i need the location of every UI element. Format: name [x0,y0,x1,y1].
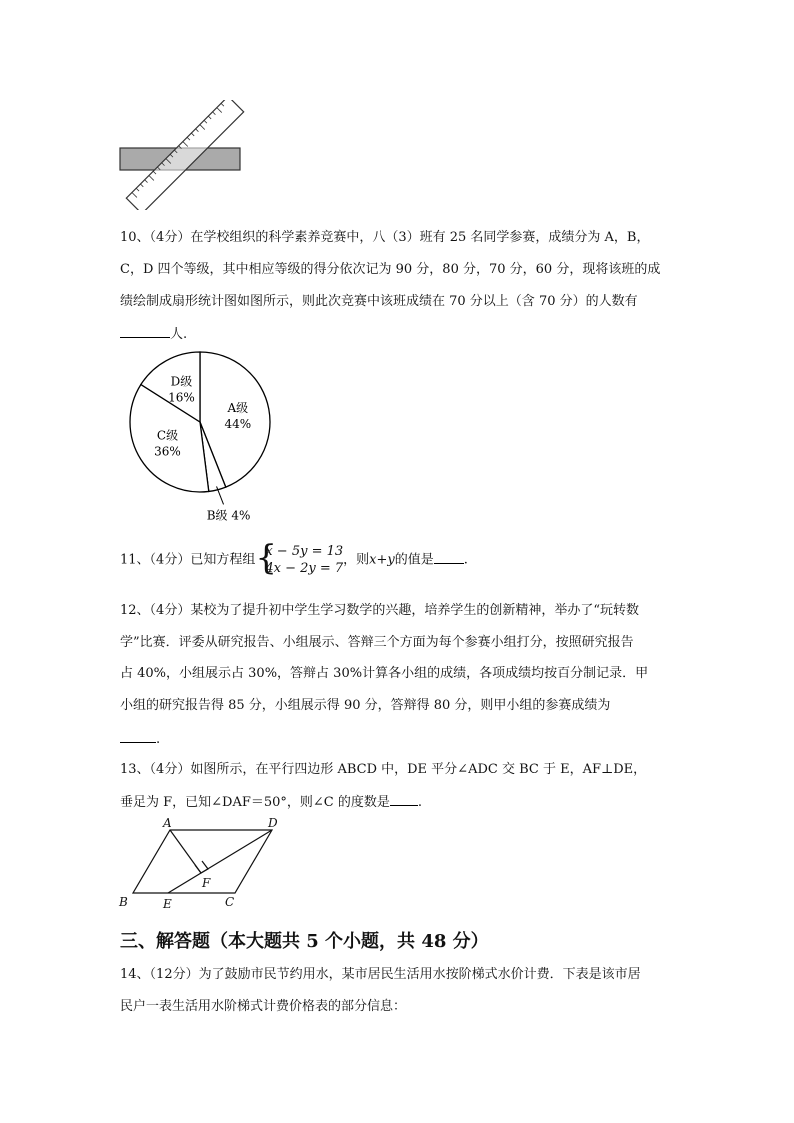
equation-system [255,538,344,578]
q12-line-1: 12、（4分）某校为了提升初中学生学习数学的兴趣，培养学生的创新精神，举办了“玩转数 [120,603,639,618]
q13-line-2 [120,793,422,810]
label-a: A [163,816,172,830]
equation-1: x − 5y = 13 [265,544,344,559]
answer-blank [390,793,418,806]
q11-suffix: 的值是 [394,552,434,568]
equation-2: 4x − 2y = 7 [265,561,344,576]
q10-line-1: 10、（4分）在学校组织的科学素养竞赛中，八（3）班有 25 名同学参赛，成绩分为 A，B， [120,230,650,245]
label-d: D [268,816,278,830]
q13-end: . [417,795,423,810]
left-brace: { [255,538,277,578]
section-heading: 三、解答题（本大题共 5 个小题，共 48 分） [120,931,489,952]
q10-tail: 人. [170,327,188,342]
q12-line-4: 小组的研究报告得 85 分，小组展示得 90 分，答辩得 80 分，则甲小组的参赛成绩为 [120,698,611,713]
parallelogram-figure [110,815,290,915]
q12-line-3: 占 40%，小组展示占 30%，答辩占 30%计算各小组的成绩，各项成绩均按百分制记录．甲 [120,666,649,681]
q13-line-1: 13、（4分）如图所示，在平行四边形 ABCD 中，DE 平分∠ADC 交 BC 于 E，AF⊥DE， [120,762,647,777]
pie-chart [120,350,290,530]
q14-line-1: 14、（12分）为了鼓励市民节约用水，某市居民生活用水按阶梯式水价计费．下表是该市居 [120,967,641,982]
q12-tail: . [156,732,161,747]
label-e: E [163,897,172,911]
answer-blank [434,551,464,564]
q11-expression: x+y [369,552,395,568]
ruler-figure [115,100,250,210]
pie-label: C级 [156,428,179,443]
q10-line-3: 绩绘制成扇形统计图如图所示，则此次竞赛中该班成绩在 70 分以上（含 70 分）的人数有 [120,294,638,309]
q10-line-2: C，D 四个等级，其中相应等级的得分依次记为 90 分，80 分，70 分，60 分，现将该班的成 [120,262,661,277]
pie-percent: 44% [224,416,252,431]
pie-percent: 36% [154,444,181,459]
label-f: F [202,876,211,890]
label-b: B [119,895,128,909]
q11-mid: ，则 [343,552,370,568]
q13-text: 垂足为 F，已知∠DAF＝50°，则∠C 的度数是 [120,795,390,810]
right-angle-mark [195,861,208,873]
pie-label: D级 [170,374,193,389]
answer-blank [120,730,156,743]
pie-label: A级 [227,400,249,415]
q12-line-5 [120,730,160,747]
q10-line-4 [120,325,187,342]
segment-de [168,830,272,893]
pie-percent: 16% [168,390,195,405]
q11-prefix: 11、（4分）已知方程组 [120,552,256,568]
label-c: C [225,895,235,909]
q11-line [120,538,468,578]
q14-line-2: 民户一表生活用水阶梯式计费价格表的部分信息： [120,999,407,1014]
q11-end: . [463,552,468,568]
answer-blank [120,325,170,338]
pie-outside-label: B级 4% [206,508,251,523]
q12-line-2: 学”比赛．评委从研究报告、小组展示、答辩三个方面为每个参赛小组打分，按照研究报告 [120,635,634,650]
